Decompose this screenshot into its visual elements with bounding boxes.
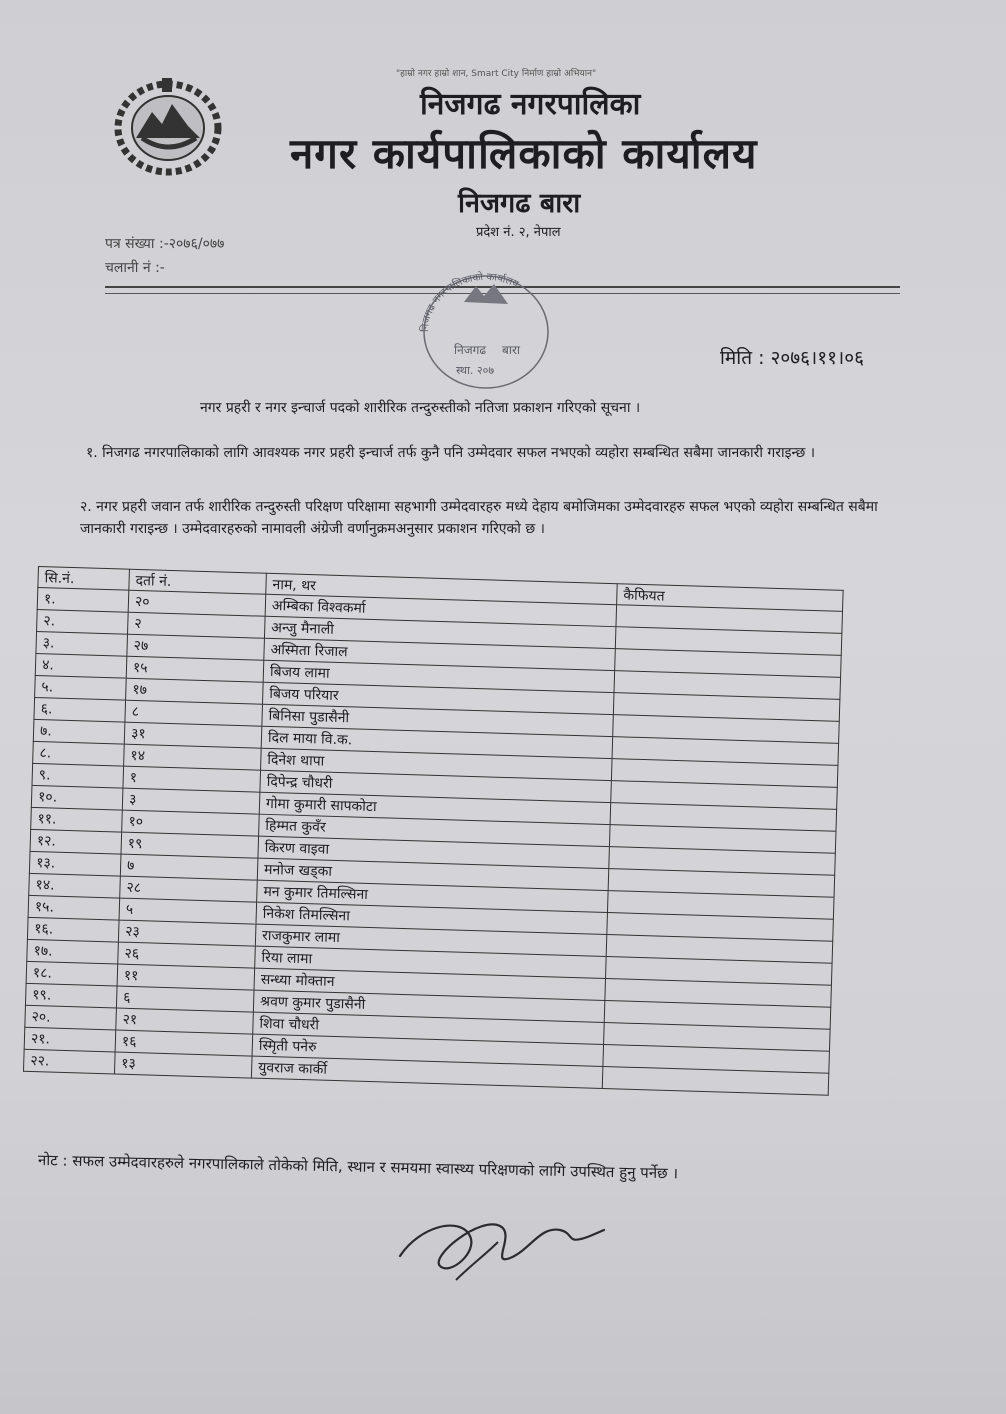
cell-serial-number: ६. — [34, 697, 126, 722]
footer-note: नोट : सफल उम्मेदवारहरुले नगरपालिकाले तोकेको मिति, स्थान र समयमा स्वास्थ्य परिक्षणको लागि उपस्थित हुनु पर्नेछ । — [37, 1151, 679, 1183]
cell-candidate-name: किरण वाइवा — [258, 836, 609, 868]
stamp-text-line2: निजगढ — [454, 343, 487, 357]
column-header-registration: दर्ता नं. — [129, 569, 267, 594]
government-emblem-icon — [112, 72, 224, 176]
cell-candidate-name: अन्जु मैनाली — [264, 616, 615, 648]
cell-registration-number: ६ — [116, 986, 254, 1012]
cell-registration-number: ३ — [122, 788, 260, 814]
stamp-text-line4: स्था. २०७ — [456, 364, 495, 377]
cell-registration-number: १ — [123, 766, 261, 792]
province-text: प्रदेश नं. २, नेपाल — [476, 225, 561, 240]
cell-registration-number: १४ — [124, 744, 262, 770]
cell-serial-number: १५. — [28, 895, 120, 920]
cell-registration-number: २६ — [118, 942, 256, 968]
dispatch-number: चलानी नं :- — [105, 260, 165, 276]
column-header-name: नाम, थर — [266, 573, 617, 604]
office-stamp — [406, 262, 566, 397]
cell-registration-number: ८ — [125, 700, 263, 726]
cell-serial-number: १८. — [26, 961, 118, 986]
cell-registration-number: ७ — [120, 854, 258, 880]
cell-registration-number: २३ — [118, 920, 256, 946]
cell-serial-number: ११. — [31, 807, 123, 832]
cell-registration-number: १९ — [121, 832, 259, 858]
cell-serial-number: ४. — [35, 653, 127, 678]
cell-serial-number: ८. — [33, 741, 125, 766]
cell-serial-number: १०. — [31, 785, 123, 810]
cell-serial-number: ३. — [36, 631, 128, 656]
cell-registration-number: २१ — [116, 1008, 254, 1034]
stamp-arc-text: निजगढ नगरपालिकाको कार्यालय — [419, 271, 520, 333]
stamp-emblem-icon — [464, 284, 508, 304]
cell-registration-number: १७ — [126, 678, 264, 704]
cell-serial-number: १७. — [27, 939, 119, 964]
column-header-sn: सि.नं. — [38, 567, 130, 591]
cell-serial-number: १४. — [29, 873, 121, 898]
cell-registration-number: १६ — [115, 1030, 253, 1056]
stamp-text-line3: बारा — [502, 343, 520, 357]
cell-serial-number: ९. — [32, 763, 124, 788]
cell-candidate-name: युवराज कार्की — [251, 1056, 602, 1088]
cell-candidate-name: दिनेश थापा — [261, 748, 612, 780]
cell-candidate-name: श्रवण कुमार पुडासैनी — [253, 990, 604, 1022]
cell-candidate-name: हिम्मत कुवँर — [259, 814, 610, 846]
notice-subject: नगर प्रहरी र नगर इन्चार्ज पदको शारीरिक तन्दुरुस्तीको नतिजा प्रकाशन गरिएको सूचना । — [200, 400, 641, 416]
cell-candidate-name: दिल माया वि.क. — [261, 726, 612, 758]
cell-serial-number: २१. — [24, 1027, 116, 1052]
slogan-text: "हाम्रो नगर हाम्रो शान, Smart City निर्माण हाम्रो अभियान" — [396, 69, 597, 79]
cell-registration-number: २ — [128, 612, 266, 638]
cell-registration-number: ५ — [119, 898, 257, 924]
cell-candidate-name: रिया लामा — [255, 946, 606, 978]
cell-registration-number: ३१ — [124, 722, 262, 748]
paragraph-1: १. निजगढ नगरपालिकाको लागि आवश्यक नगर प्रहरी इन्चार्ज तर्फ कुनै पनि उम्मेदवार सफल नभएको व्यहोरा सम्बन्धित सबैमा जानकारी गराइन्छ । — [86, 445, 816, 461]
cell-candidate-name: निकेश तिमल्सिना — [256, 902, 607, 934]
column-header-remarks: कैफियत — [617, 584, 844, 612]
cell-serial-number: ७. — [33, 719, 125, 744]
cell-candidate-name: मन कुमार तिमल्सिना — [257, 880, 608, 912]
cell-registration-number: २८ — [120, 876, 258, 902]
cell-candidate-name: गोमा कुमारी सापकोटा — [259, 792, 610, 824]
office-title: नगर कार्यपालिकाको कार्यालय — [290, 129, 758, 178]
cell-registration-number: १० — [122, 810, 260, 836]
cell-candidate-name: अम्बिका विश्वकर्मा — [265, 594, 616, 626]
cell-serial-number: १६. — [27, 917, 119, 942]
results-table — [23, 566, 844, 1096]
cell-serial-number: १. — [37, 588, 129, 613]
cell-registration-number: १३ — [114, 1052, 252, 1078]
cell-serial-number: १२. — [30, 829, 122, 854]
cell-candidate-name: दिपेन्द्र चौधरी — [260, 770, 611, 802]
cell-registration-number: १५ — [126, 656, 264, 682]
cell-candidate-name: राजकुमार लामा — [255, 924, 606, 956]
cell-serial-number: २२. — [24, 1049, 116, 1074]
cell-candidate-name: बिजय परियार — [262, 682, 613, 714]
cell-candidate-name: मनोज खड्का — [257, 858, 608, 890]
cell-serial-number: २. — [37, 609, 129, 634]
cell-serial-number: १९. — [25, 983, 117, 1008]
place-name: निजगढ बारा — [458, 188, 581, 219]
signature — [390, 1196, 610, 1286]
cell-candidate-name: बिजय लामा — [263, 660, 614, 692]
cell-candidate-name: सन्ध्या मोक्तान — [254, 968, 605, 1000]
cell-candidate-name: अस्मिता रिजाल — [264, 638, 615, 670]
paragraph-2: २. नगर प्रहरी जवान तर्फ शारीरिक तन्दुरुस्ती परिक्षण परिक्षामा सहभागी उम्मेदवारहरु मध्ये देहाय बमोजिमका उम्मेदवारहरु सफल भएको व्यहोरा सम्बन्धित सबैमा जानकारी गराइन्छ । उम्मेदवारहरुको नामावली अंग्रेजी वर्णानुक्रमअनुसार प्रकाशन गरिएको छ । — [80, 499, 878, 537]
cell-candidate-name: स्मिृती पनेरु — [252, 1034, 603, 1066]
cell-registration-number: ११ — [117, 964, 255, 990]
cell-serial-number: १३. — [29, 851, 121, 876]
cell-candidate-name: शिवा चौधरी — [253, 1012, 604, 1044]
cell-registration-number: २० — [128, 590, 266, 616]
municipality-name: निजगढ नगरपालिका — [420, 87, 641, 122]
cell-serial-number: ५. — [35, 675, 127, 700]
cell-registration-number: २७ — [127, 634, 265, 660]
cell-serial-number: २०. — [25, 1005, 117, 1030]
reference-number: पत्र संख्या :-२०७६/०७७ — [105, 236, 225, 252]
cell-candidate-name: बिनिसा पुडासैनी — [262, 704, 613, 736]
letter-date: मिति : २०७६।११।०६ — [720, 347, 864, 369]
